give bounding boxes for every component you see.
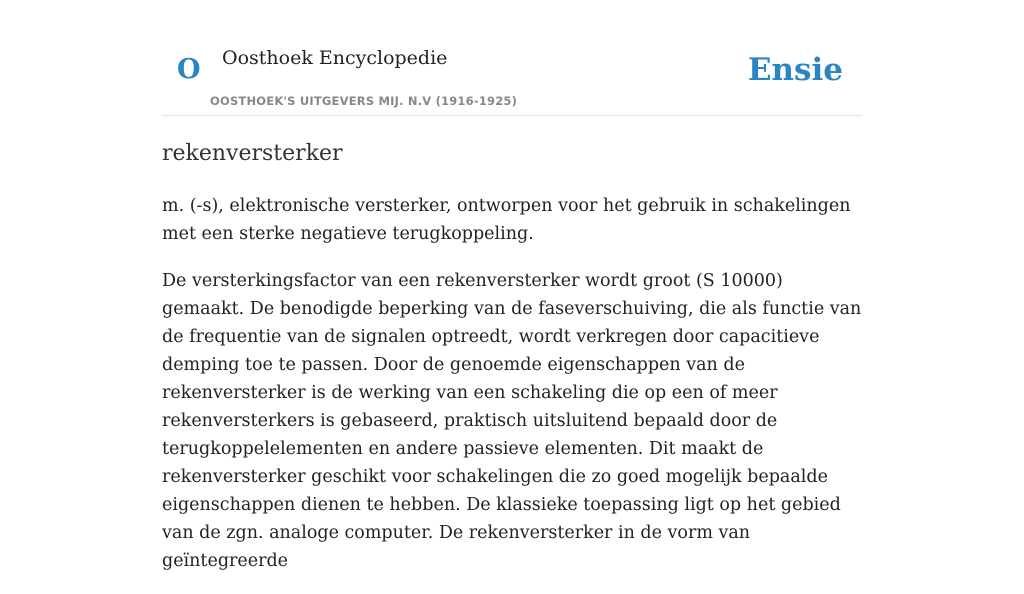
page xyxy=(162,0,862,571)
entry-body xyxy=(162,192,862,594)
ensie-brand-link[interactable]: Ensie xyxy=(747,52,843,88)
entry-title: rekenversterker xyxy=(162,141,343,166)
site-subtitle: OOSTHOEK'S UITGEVERS MIJ. N.V (1916-1925) xyxy=(210,94,518,108)
logo-icon[interactable]: O xyxy=(177,54,201,85)
site-header xyxy=(162,0,862,116)
entry-paragraph: De versterkingsfactor van een rekenversterker wordt groot (S 10000) gemaakt. De benodigde beperking van de faseverschuiving, die als functie van de frequentie van de signalen optreedt, wordt verkregen door capacitieve demping toe te passen. Door de genoemde eigenschappen van de rekenversterker is de werking van een schakeling die op een of meer rekenversterkers is gebaseerd, praktisch uitsluitend bepaald door de terugkoppelelementen en andere passieve elementen. Dit maakt de rekenversterker geschikt voor schakelingen die zo goed mogelijk bepaalde eigenschappen dienen te hebben. De klassieke toepassing ligt op het gebied van de zgn. analoge computer. De rekenversterker in de vorm van geïntegreerde xyxy=(162,271,862,571)
entry-paragraph: m. (-s), elektronische versterker, ontworpen voor het gebruik in schakelingen met een sterke negatieve terugkoppeling. xyxy=(162,196,851,244)
site-title[interactable]: Oosthoek Encyclopedie xyxy=(222,47,448,69)
